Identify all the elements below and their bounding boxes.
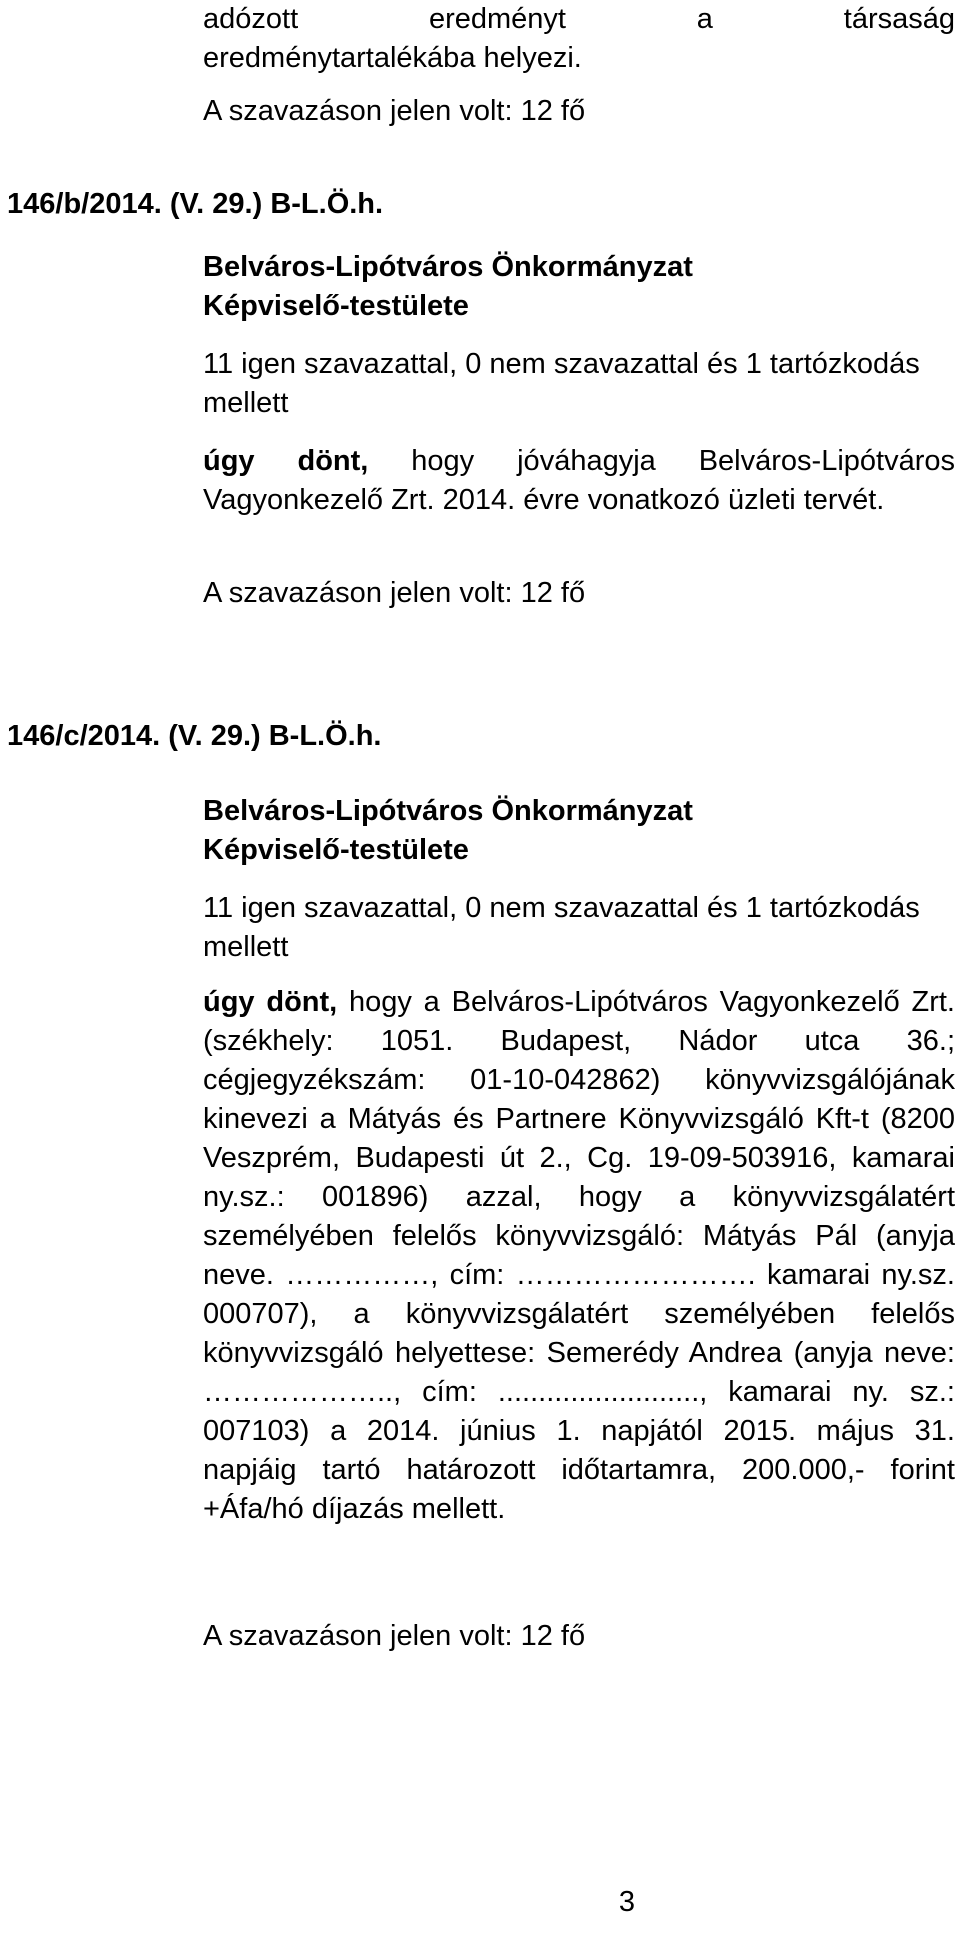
decision-text: hogy jóváhagyja Belváros-Lipótváros Vagyonkezelő Zrt. 2014. évre vonatkozó üzleti tervét. <box>203 445 955 516</box>
decision-lead: úgy dönt, <box>203 445 369 477</box>
body-title-line-2: Képviselő-testülete <box>203 290 469 322</box>
page-number: 3 <box>618 1886 636 1918</box>
resolution-c-attendance <box>203 1617 955 1656</box>
resolution-c-decision <box>203 983 955 1529</box>
resolution-b-id: 146/b/2014. (V. 29.) B-L.Ö.h. <box>7 188 384 220</box>
resolution-b-body <box>203 248 955 326</box>
decision-lead: úgy dönt, <box>203 986 338 1018</box>
decision-text: hogy a Belváros-Lipótváros Vagyonkezelő Zrt. (székhely: 1051. Budapest, Nádor utca 36.; cégjegyzékszám: 01-10-042862) könyvvizsgálójának kinevezi a Mátyás és Partnere Könyvvizsgáló Kft-t (8200 Veszprém, Budapesti út 2., Cg. 19-09-503916, kamarai ny.sz.: 001896) azzal, hogy a könyvvizsgálatért személyében felelős könyvvizsgáló: Mátyás Pál (anyja neve. ……………, cím: ……………………. kamarai ny.sz. 000707), a könyvvizsgálatért személyében felelős könyvvizsgáló helyettese: Semerédy Andrea (anyja neve: ……………….., cím: ........................., kamarai ny. sz.: 007103) a 2014. június 1. napjától 2015. május 31. napjáig tartó határozott időtartamra, 200.000,- forint +Áfa/hó díjazás mellett. <box>203 986 955 1525</box>
tail-line-1: adózott eredményt a társaság <box>203 3 955 35</box>
attendance-text: A szavazáson jelen volt: 12 fő <box>203 95 586 127</box>
resolution-c-body <box>203 792 955 870</box>
body-title-line-1: Belváros-Lipótváros Önkormányzat <box>203 795 693 827</box>
votes-text: 11 igen szavazattal, 0 nem szavazattal és 1 tartózkodás mellett <box>203 348 920 419</box>
resolution-b-attendance <box>203 574 955 613</box>
decision-paragraph <box>203 983 955 1529</box>
previous-resolution-tail <box>203 0 955 78</box>
resolution-b-votes <box>203 345 955 423</box>
attendance-text: A szavazáson jelen volt: 12 fő <box>203 577 586 609</box>
body-title-line-2: Képviselő-testülete <box>203 834 469 866</box>
votes-text: 11 igen szavazattal, 0 nem szavazattal és 1 tartózkodás mellett <box>203 892 920 963</box>
resolution-c-votes <box>203 889 955 967</box>
attendance-top <box>203 92 955 131</box>
attendance-text: A szavazáson jelen volt: 12 fő <box>203 1620 586 1652</box>
tail-line-2: eredménytartalékába helyezi. <box>203 42 582 74</box>
resolution-b-decision <box>203 442 955 520</box>
resolution-c-id: 146/c/2014. (V. 29.) B-L.Ö.h. <box>7 720 382 752</box>
decision-paragraph <box>203 442 955 520</box>
body-title-line-1: Belváros-Lipótváros Önkormányzat <box>203 251 693 283</box>
